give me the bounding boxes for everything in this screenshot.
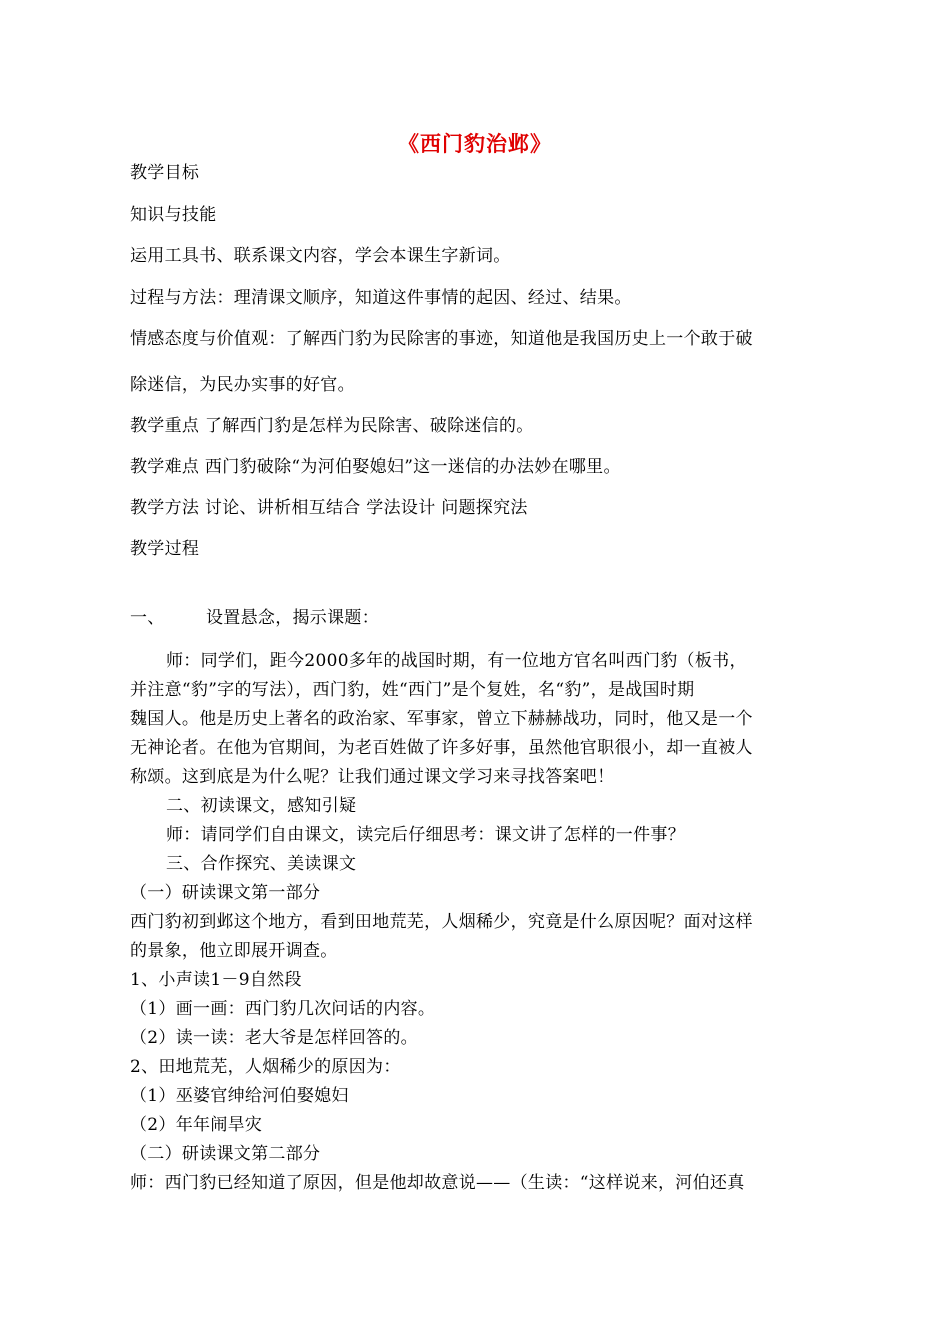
part-2-heading: （二）研读课文第二部分	[130, 1144, 321, 1164]
teacher-intro-line: 师：同学们，距今2000多年的战国时期，有一位地方官名叫西门豹（板书，	[166, 651, 747, 671]
step-2-b: （2）年年闹旱灾	[130, 1115, 263, 1135]
step-2: 2、田地荒芜，人烟稀少的原因为：	[130, 1057, 401, 1077]
objectives-heading: 教学目标	[130, 163, 200, 183]
step-2-a: （1）巫婆官绅给河伯娶媳妇	[130, 1086, 349, 1106]
part-1-text-line: 的景象，他立即展开调查。	[130, 941, 338, 961]
teacher-intro-line: 无神论者。在他为官期间，为老百姓做了许多好事，虽然他官职很小，却一直被人	[130, 738, 753, 758]
teaching-methods: 教学方法 讨论、讲析相互结合 学法设计 问题探究法	[130, 498, 528, 518]
teacher-intro-paragraph	[130, 647, 830, 1198]
part-1-heading: （一）研读课文第一部分	[130, 883, 321, 903]
emotion-text-line-1: 情感态度与价值观：了解西门豹为民除害的事迹，知道他是我国历史上一个敢于破	[130, 329, 753, 349]
part-2-text: 师：西门豹已经知道了原因，但是他却故意说——（生读：“这样说来，河伯还真	[130, 1173, 745, 1193]
step-1-b: （2）读一读：老大爷是怎样回答的。	[130, 1028, 418, 1048]
knowledge-heading: 知识与技能	[130, 205, 217, 225]
section-1-number: 一、	[130, 608, 165, 628]
step-1: 1、小声读1－9自然段	[130, 970, 302, 990]
difficulty: 教学难点 西门豹破除“为河伯娶媳妇”这一迷信的办法妙在哪里。	[130, 457, 621, 477]
document-title: 《西门豹治邺》	[398, 131, 552, 156]
emotion-text-line-2: 除迷信，为民办实事的好官。	[130, 375, 355, 395]
teacher-intro-line: 魏国人。他是历史上著名的政治家、军事家，曾立下赫赫战功，同时，他又是一个	[130, 709, 753, 729]
teacher-intro-line: 并注意“豹”字的写法），西门豹，姓“西门”是个复姓，名“豹”，是战国时期	[130, 680, 695, 700]
section-1-heading	[130, 606, 379, 630]
part-1-text-line: 西门豹初到邺这个地方，看到田地荒芜，人烟稀少，究竟是什么原因呢？面对这样	[130, 912, 753, 932]
process-heading: 教学过程	[130, 539, 200, 559]
section-2-heading: 二、初读课文，感知引疑	[166, 796, 357, 816]
knowledge-text: 运用工具书、联系课文内容，学会本课生字新词。	[130, 246, 511, 266]
step-1-a: （1）画一画：西门豹几次问话的内容。	[130, 999, 436, 1019]
key-point: 教学重点 了解西门豹是怎样为民除害、破除迷信的。	[130, 416, 534, 436]
section-3-heading: 三、合作探究、美读课文	[166, 854, 357, 874]
teacher-intro-line: 称颂。这到底是为什么呢？让我们通过课文学习来寻找答案吧！	[130, 767, 615, 787]
process-method-text: 过程与方法：理清课文顺序，知道这件事情的起因、经过、结果。	[130, 288, 632, 308]
section-2-teacher-text: 师：请同学们自由课文，读完后仔细思考：课文讲了怎样的一件事？	[166, 825, 685, 845]
section-1-title: 设置悬念，揭示课题：	[206, 608, 379, 628]
